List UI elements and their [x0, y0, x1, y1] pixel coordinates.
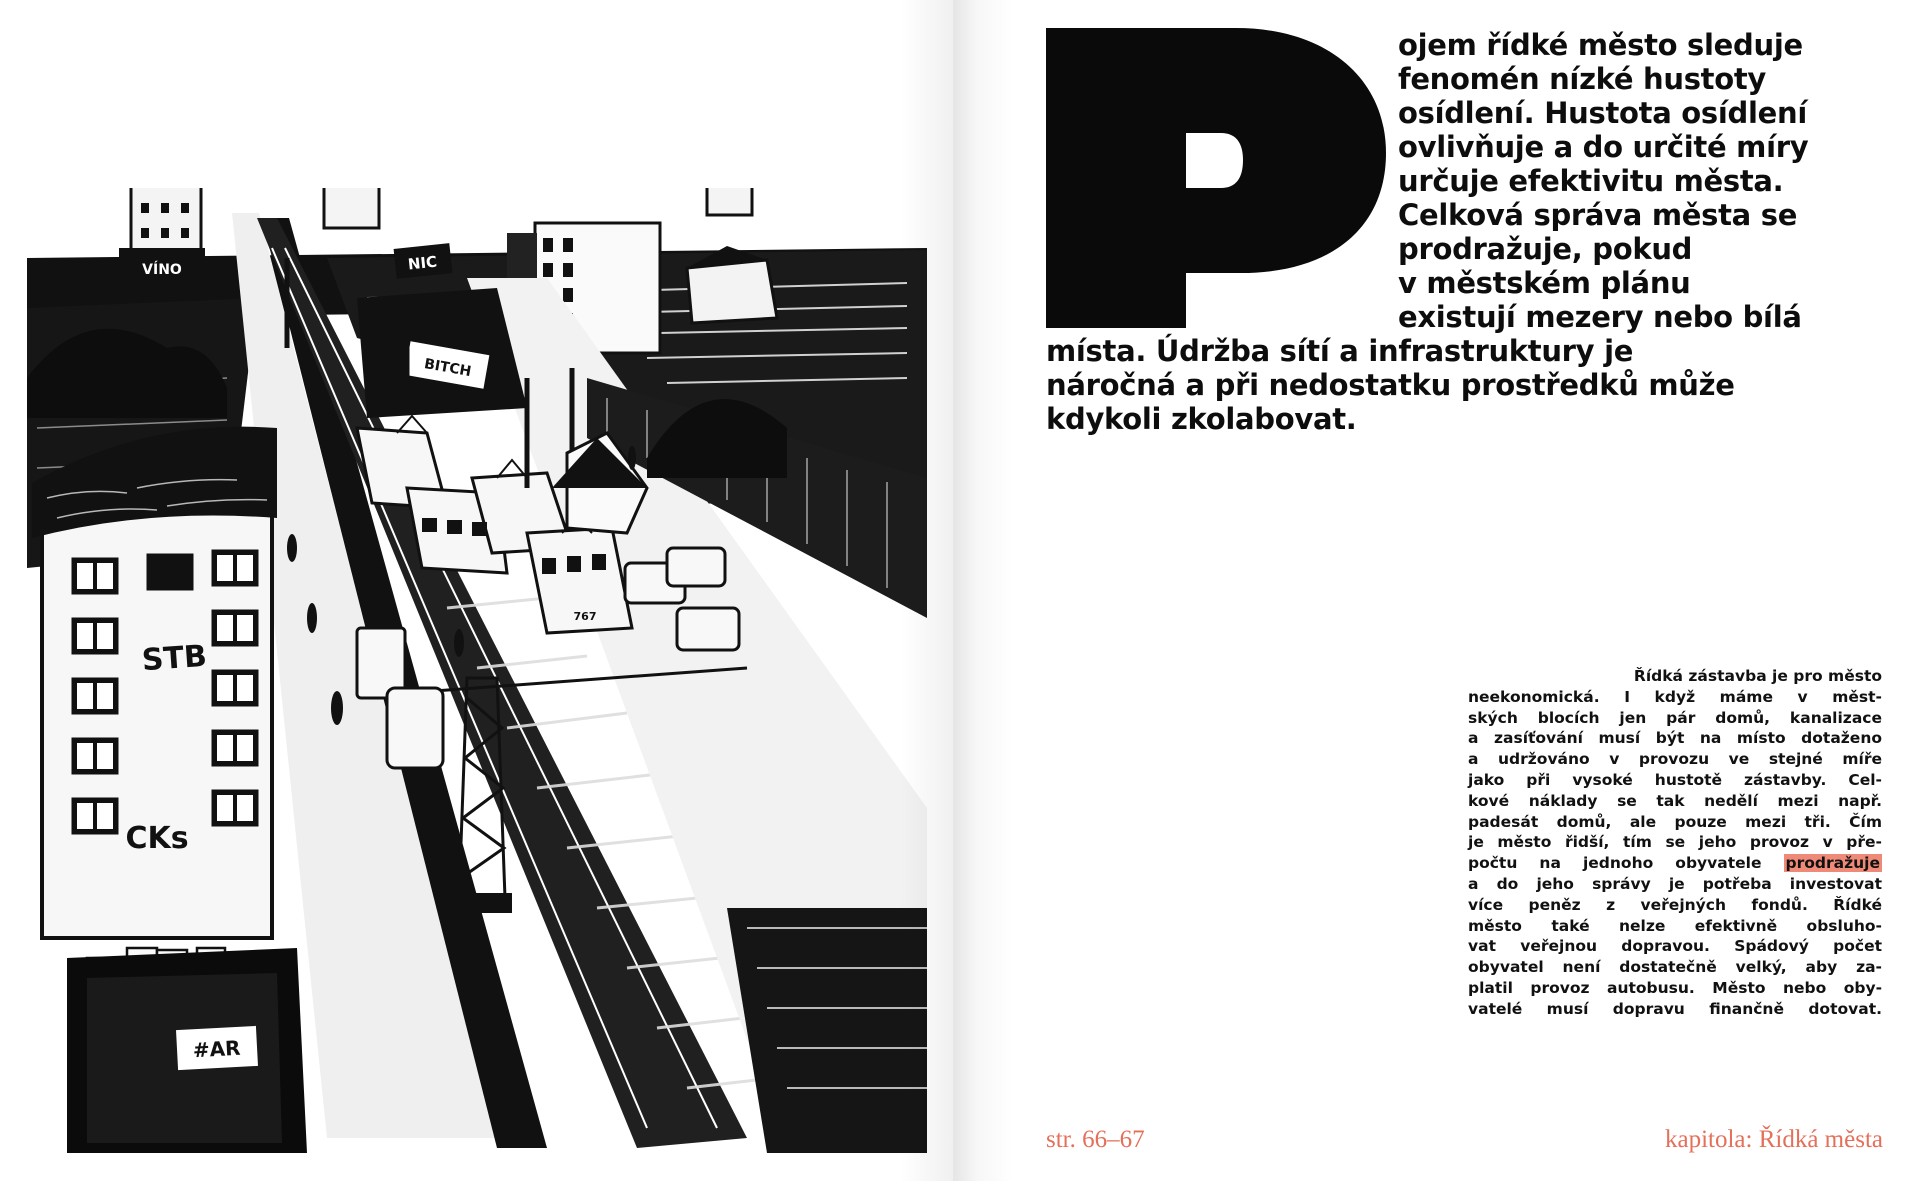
intro-line: Celková správa města se — [1398, 198, 1798, 232]
highlighted-word: prodražuje — [1785, 854, 1880, 873]
sidebar-line-highlighted — [1468, 853, 1882, 874]
intro-line: osídlení. Hustota osídlení — [1398, 96, 1807, 130]
sidebar-line: město také nelze efektivně obsluho- — [1468, 916, 1882, 935]
sidebar-line: ských blocích jen pár domů, kanalizace — [1468, 708, 1882, 727]
sidebar-line: Řídká zástavba je pro město — [1633, 667, 1882, 685]
left-page — [0, 0, 953, 1181]
sidebar-line: vatelé musí dopravu finančně dotovat. — [1468, 999, 1882, 1018]
intro-line: v městském plánu — [1398, 266, 1691, 300]
graffiti-bitch-text: BITCH — [422, 356, 473, 381]
page-numbers: str. 66–67 — [1046, 1126, 1145, 1153]
billboard-nic-text: NIC — [407, 252, 438, 274]
sidebar-line: platil provoz autobusu. Město nebo oby- — [1468, 978, 1882, 997]
sidebar-line-text: počtu na jednoho obyvatele — [1468, 854, 1762, 873]
sidebar-line: jako při vysoké hustotě zástavby. Cel- — [1468, 770, 1882, 789]
tram-number-text: 767 — [573, 610, 597, 623]
graffiti-cks-text: CKs — [125, 821, 189, 856]
intro-line: náročná a při nedostatku prostředků může — [1046, 368, 1735, 402]
sidebar-line: a zasíťování musí být na místo dotaženo — [1468, 729, 1882, 748]
billboard-vino-text: VÍNO — [142, 262, 182, 278]
sidebar-paragraph — [1468, 666, 1882, 1020]
intro-line: prodražuje, pokud — [1398, 232, 1693, 266]
graffiti-stb-text: STB — [140, 638, 208, 679]
intro-line: místa. Údržba sítí a infrastruktury je — [1046, 334, 1634, 368]
fence-tag-text: #AR — [192, 1035, 242, 1063]
sidebar-line: obyvatel není dostatečně velký, aby za- — [1468, 958, 1882, 977]
sidebar-line: je město řidší, tím se jeho provoz v pře- — [1468, 833, 1882, 852]
intro-line: ojem řídké město sleduje — [1398, 28, 1803, 62]
sidebar-line: více peněz z veřejných fondů. Řídké — [1468, 895, 1882, 914]
intro-line: ovlivňuje a do určité míry — [1398, 130, 1809, 164]
intro-line: fenomén nízké hustoty — [1398, 62, 1767, 96]
sidebar-line: kové náklady se tak nedělí mezi např. — [1468, 791, 1882, 810]
sidebar-line: vat veřejnou dopravou. Spádový počet — [1468, 937, 1882, 956]
sidebar-line: a do jeho správy je potřeba investovat — [1468, 874, 1882, 893]
sidebar-line: neekonomická. I když máme v měst- — [1468, 687, 1882, 706]
intro-line: kdykoli zkolabovat. — [1046, 402, 1357, 436]
sidebar-line: padesát domů, ale pouze mezi tři. Čím — [1468, 812, 1882, 831]
intro-line: existují mezery nebo bílá — [1398, 300, 1802, 334]
intro-paragraph — [1046, 28, 1886, 436]
chapter-title: kapitola: Řídká města — [1664, 1126, 1883, 1153]
intro-line: určuje efektivitu města. — [1398, 164, 1784, 198]
sidebar-line: a udržováno v provozu ve stejné míře — [1468, 750, 1882, 769]
city-illustration — [27, 188, 927, 1153]
